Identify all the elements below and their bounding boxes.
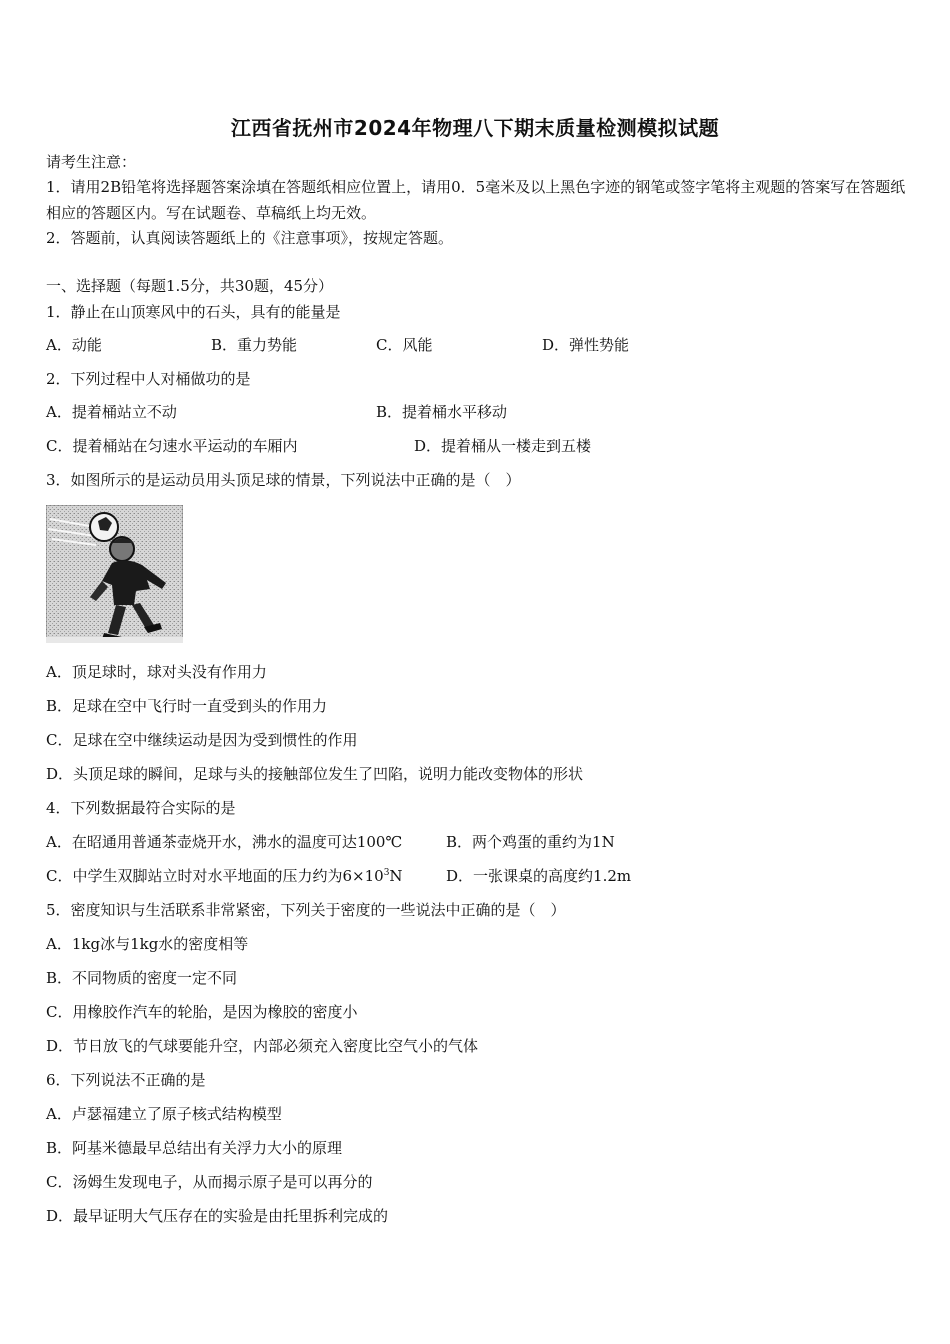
notice-item-2: 2．答题前，认真阅读答题纸上的《注意事项》，按规定答题。 bbox=[46, 229, 454, 247]
q2-option-c: C．提着桶站在匀速水平运动的车厢内 bbox=[46, 437, 298, 455]
q4-option-c-exponent: 3 bbox=[383, 868, 390, 878]
q4-option-b: B．两个鸡蛋的重约为1N bbox=[446, 833, 615, 851]
q4-option-a: A．在昭通用普通茶壶烧开水，沸水的温度可达100℃ bbox=[46, 833, 403, 851]
q5-option-b: B．不同物质的密度一定不同 bbox=[46, 969, 238, 987]
q4-option-d: D．一张课桌的高度约1.2m bbox=[446, 867, 632, 885]
q5-option-a: A．1kg冰与1kg水的密度相等 bbox=[46, 935, 249, 953]
q4-option-c bbox=[46, 866, 403, 886]
q2-stem: 2．下列过程中人对桶做功的是 bbox=[46, 370, 251, 388]
q6-stem: 6．下列说法不正确的是 bbox=[46, 1071, 206, 1089]
q3-stem: 3．如图所示的是运动员用头顶足球的情景，下列说法中正确的是（ ） bbox=[46, 471, 521, 489]
q1-option-a: A．动能 bbox=[46, 336, 102, 354]
q6-option-a: A．卢瑟福建立了原子核式结构模型 bbox=[46, 1105, 282, 1123]
q4-option-c-main: C．中学生双脚站立时对水平地面的压力约为6×10 bbox=[46, 867, 384, 885]
q6-option-c: C．汤姆生发现电子，从而揭示原子是可以再分的 bbox=[46, 1173, 373, 1191]
section-heading: 一、选择题（每题1.5分，共30题，45分） bbox=[46, 277, 334, 295]
q5-stem: 5．密度知识与生活联系非常紧密，下列关于密度的一些说法中正确的是（ ） bbox=[46, 901, 566, 919]
notice-heading: 请考生注意： bbox=[46, 153, 137, 171]
q5-option-d: D．节日放飞的气球要能升空，内部必须充入密度比空气小的气体 bbox=[46, 1037, 479, 1055]
q2-option-b: B．提着桶水平移动 bbox=[376, 403, 508, 421]
q3-option-c: C．足球在空中继续运动是因为受到惯性的作用 bbox=[46, 731, 358, 749]
q4-option-c-unit: N bbox=[389, 867, 403, 885]
q2-option-a: A．提着桶站立不动 bbox=[46, 403, 177, 421]
notice-item-1: 1．请用2B铅笔将选择题答案涂填在答题纸相应位置上，请用0．5毫米及以上黑色字迹的钢笔或签字笔将主观题的答案写在答题纸相应的答题区内。写在试题卷、草稿纸上均无效。 bbox=[46, 178, 906, 222]
q6-option-d: D．最早证明大气压存在的实验是由托里拆利完成的 bbox=[46, 1207, 389, 1225]
soccer-header-figure bbox=[46, 505, 183, 643]
q6-option-b: B．阿基米德最早总结出有关浮力大小的原理 bbox=[46, 1139, 343, 1157]
q5-option-c: C．用橡胶作汽车的轮胎，是因为橡胶的密度小 bbox=[46, 1003, 358, 1021]
q4-stem: 4．下列数据最符合实际的是 bbox=[46, 799, 236, 817]
q1-option-b: B．重力势能 bbox=[211, 336, 298, 354]
q3-option-b: B．足球在空中飞行时一直受到头的作用力 bbox=[46, 697, 328, 715]
q3-option-a: A．顶足球时，球对头没有作用力 bbox=[46, 663, 267, 681]
q1-option-d: D．弹性势能 bbox=[542, 336, 630, 354]
exam-title: 江西省抚州市2024年物理八下期末质量检测模拟试题 bbox=[230, 116, 720, 140]
q1-stem: 1．静止在山顶寒风中的石头，具有的能量是 bbox=[46, 303, 341, 321]
q1-option-c: C．风能 bbox=[376, 336, 433, 354]
q2-option-d: D．提着桶从一楼走到五楼 bbox=[414, 437, 592, 455]
q3-option-d: D．头顶足球的瞬间，足球与头的接触部位发生了凹陷，说明力能改变物体的形状 bbox=[46, 765, 584, 783]
